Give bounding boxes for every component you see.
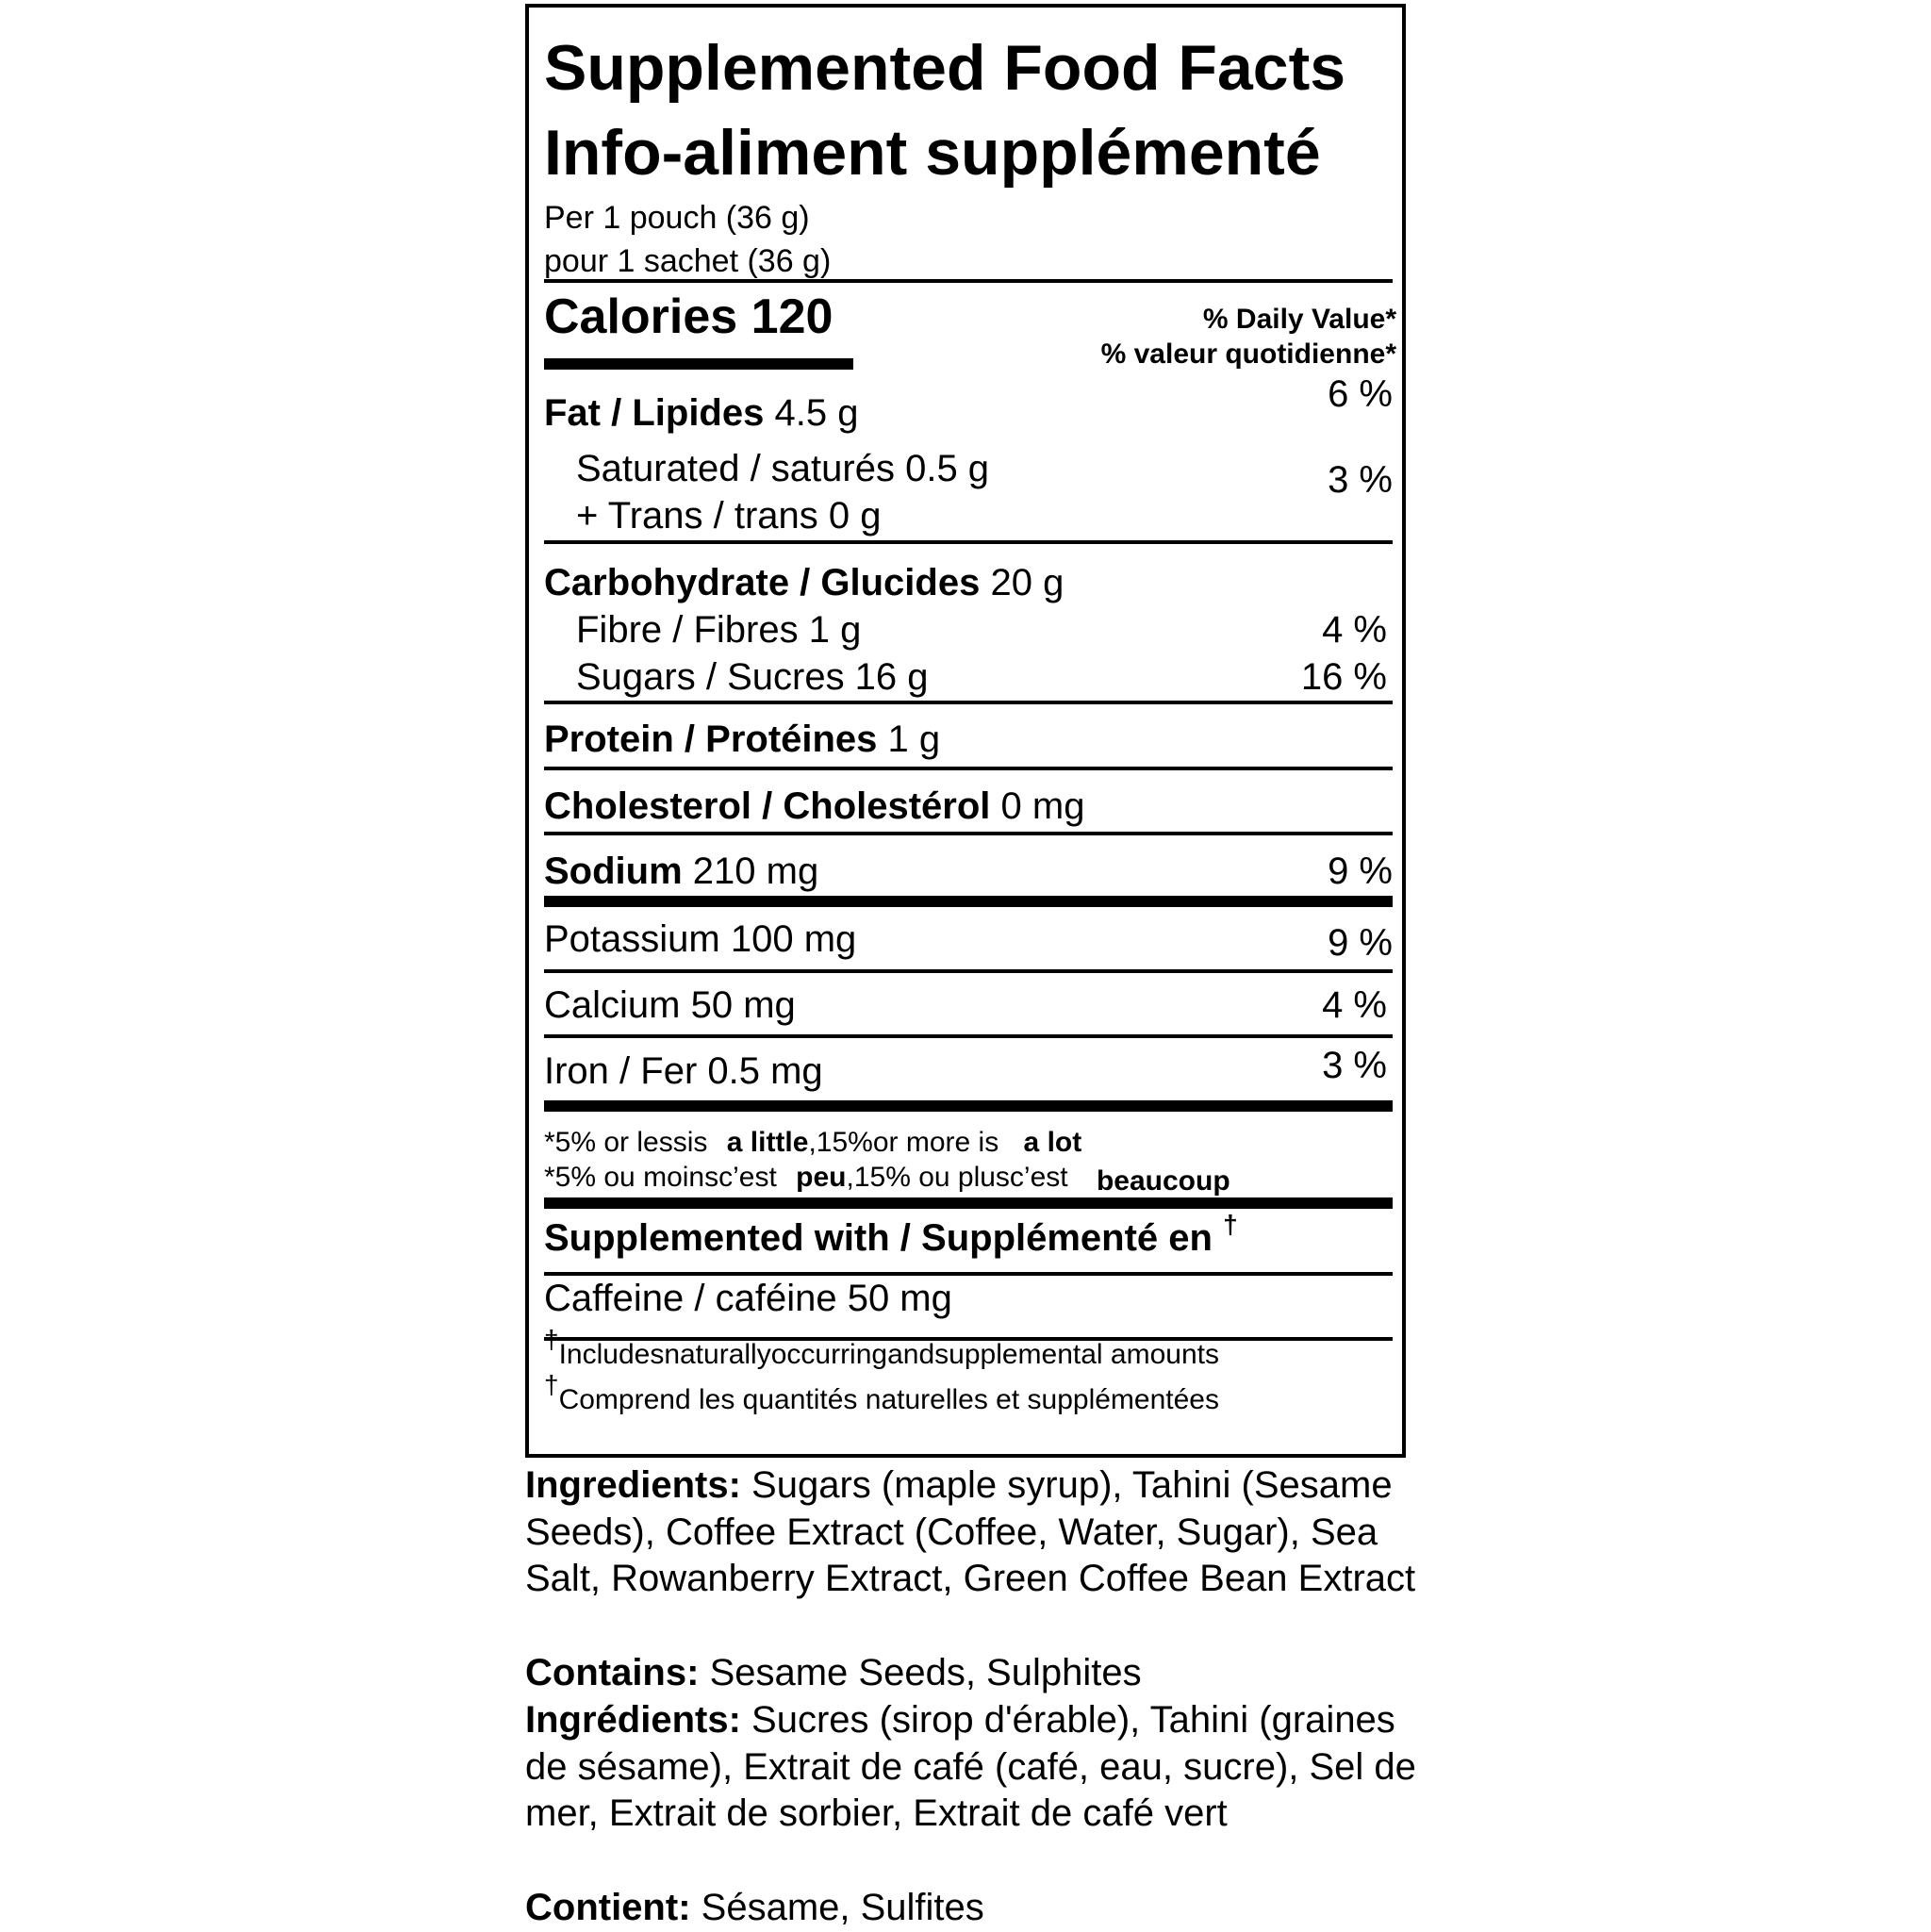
carbohydrate-label: Carbohydrate / Glucides: [544, 562, 981, 603]
supplemented-heading-text: Supplemented with / Supplémenté en: [544, 1217, 1213, 1259]
carbohydrate-amount: 20 g: [990, 562, 1065, 603]
calories-underline: [544, 358, 853, 370]
saturated-fat-row: Saturated / saturés 0.5 g: [576, 448, 990, 489]
contains-en: [525, 1650, 1430, 1697]
serving-size-en: Per 1 pouch (36 g): [544, 200, 810, 236]
carbohydrate-row: [544, 564, 1064, 602]
dv-footnote-en: [544, 1129, 1081, 1157]
dv-footnote-en-lot: a lot: [1023, 1127, 1082, 1158]
daily-value-header-en: % Daily Value*: [1202, 304, 1396, 335]
serving-size-fr: pour 1 sachet (36 g): [544, 243, 832, 279]
divider: [544, 832, 1393, 835]
dv-footnote-fr-beaucoup: beaucoup: [1096, 1165, 1230, 1197]
calories-value: 120: [751, 289, 833, 344]
supplement-footnote-fr: [544, 1370, 1219, 1415]
contains-fr: [525, 1885, 1430, 1932]
dv-footnote-fr-peu: peu: [796, 1162, 847, 1193]
sodium-row: [544, 852, 818, 890]
fat-label: Fat / Lipides: [544, 392, 765, 434]
iron-daily-value: 3 %: [1322, 1045, 1387, 1086]
dv-footnote-fr: [544, 1162, 1230, 1197]
fat-amount: 4.5 g: [774, 392, 859, 434]
ingredients-en-text: Sugars (maple syrup), Tahini (Sesame Seeds), Coffee Extract (Coffee, Water, Sugar), Sea Salt, Rowanberry Extract, Green Coffee Bean Extract: [525, 1464, 1416, 1600]
dv-footnote-en-part3: ,15%or more is: [808, 1127, 999, 1158]
sodium-label: Sodium: [544, 850, 683, 892]
calories-label: Calories: [544, 289, 738, 344]
fibre-daily-value: 4 %: [1322, 609, 1387, 651]
cholesterol-row: [544, 787, 1084, 825]
divider: [544, 540, 1393, 544]
trans-fat-row: + Trans / trans 0 g: [576, 495, 882, 537]
dagger-icon: †: [544, 1325, 559, 1354]
title-fr: Info-aliment supplémenté: [544, 117, 1321, 189]
title-en: Supplemented Food Facts: [544, 32, 1346, 104]
divider: [544, 1034, 1393, 1038]
dv-footnote-en-part1: *5% or lessis: [544, 1127, 708, 1158]
fat-daily-value: 6 %: [1328, 373, 1393, 415]
supplemented-heading: [544, 1210, 1238, 1259]
protein-row: [544, 720, 940, 758]
supplement-footnote-en-text: Includesnaturallyoccurringandsupplemental amounts: [558, 1339, 1219, 1370]
contains-en-text: Sesame Seeds, Sulphites: [709, 1652, 1142, 1693]
cholesterol-label: Cholesterol / Cholestérol: [544, 785, 991, 827]
contains-fr-label: Contient:: [525, 1887, 691, 1928]
dagger-icon: †: [1223, 1210, 1238, 1239]
potassium-row: Potassium 100 mg: [544, 918, 857, 960]
calcium-row: Calcium 50 mg: [544, 984, 796, 1026]
dv-footnote-fr-part3: ,15% ou plusc’est: [846, 1162, 1068, 1193]
supplement-footnote-fr-text: Comprend les quantités naturelles et supplémentées: [558, 1384, 1219, 1415]
sodium-amount: 210 mg: [692, 850, 819, 892]
divider: [544, 1272, 1393, 1276]
iron-row: Iron / Fer 0.5 mg: [544, 1050, 823, 1092]
ingredients-fr-label: Ingrédients:: [525, 1699, 741, 1741]
protein-amount: 1 g: [887, 718, 941, 760]
contains-en-label: Contains:: [525, 1652, 700, 1693]
fat-row: [544, 394, 858, 432]
ingredients-en: [525, 1462, 1430, 1603]
protein-label: Protein / Protéines: [544, 718, 878, 760]
calories-row: [544, 289, 833, 344]
divider-thick: [544, 1197, 1393, 1209]
ingredients-en-label: Ingredients:: [525, 1464, 741, 1506]
dv-footnote-fr-part1: *5% ou moinsc’est: [544, 1162, 777, 1193]
cholesterol-amount: 0 mg: [1000, 785, 1085, 827]
caffeine-row: Caffeine / caféine 50 mg: [544, 1278, 952, 1319]
potassium-daily-value: 9 %: [1328, 922, 1393, 964]
fibre-row: Fibre / Fibres 1 g: [576, 609, 862, 651]
ingredients-fr-text: Sucres (sirop d'érable), Tahini (graines de sésame), Extrait de café (café, eau, sucre), Sel de mer, Extrait de sorbier, Extrait de café vert: [525, 1699, 1416, 1835]
divider-thick: [544, 896, 1393, 907]
dagger-icon: †: [544, 1370, 559, 1399]
ingredients-fr: [525, 1697, 1430, 1838]
divider-thick: [544, 1100, 1393, 1112]
calcium-daily-value: 4 %: [1322, 984, 1387, 1026]
sugars-daily-value: 16 %: [1300, 656, 1387, 698]
daily-value-header-fr: % valeur quotidienne*: [1100, 339, 1396, 370]
supplement-footnote-en: [544, 1325, 1219, 1370]
divider: [544, 279, 1393, 283]
contains-fr-text: Sésame, Sulfites: [701, 1887, 984, 1928]
sugars-row: Sugars / Sucres 16 g: [576, 656, 929, 698]
divider: [544, 701, 1393, 704]
saturated-trans-daily-value: 3 %: [1328, 459, 1393, 501]
divider: [544, 767, 1393, 770]
dv-footnote-en-little: a little: [726, 1127, 809, 1158]
sodium-daily-value: 9 %: [1328, 850, 1393, 892]
divider: [544, 969, 1393, 973]
